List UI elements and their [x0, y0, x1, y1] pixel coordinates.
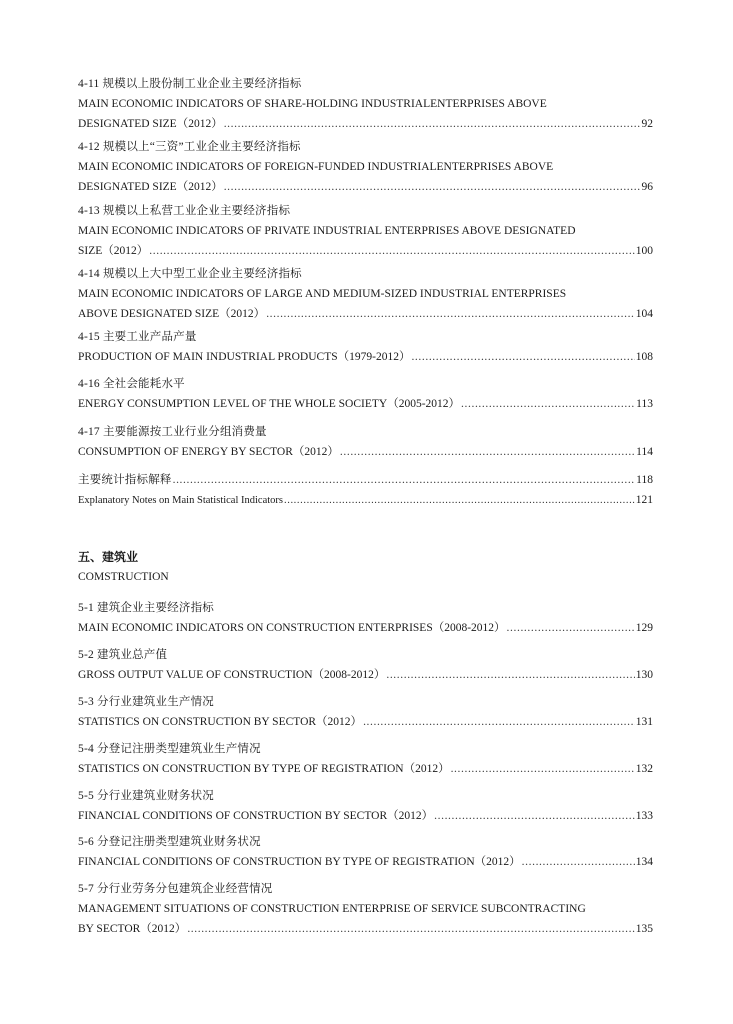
toc-entry-4-11[interactable]	[78, 74, 653, 134]
entry-leader-line	[78, 806, 653, 826]
page-number: 135	[635, 923, 653, 935]
toc-notes	[78, 470, 653, 510]
toc-entry-5-7[interactable]	[78, 879, 653, 939]
toc-entry-4-13[interactable]	[78, 201, 653, 261]
entry-title-en: MAIN ECONOMIC INDICATORS OF PRIVATE INDUSTRIAL ENTERPRISES ABOVE DESIGNATED	[78, 225, 576, 237]
dot-leader	[522, 852, 635, 872]
entry-title-cn: 5-2 建筑业总产值	[78, 649, 168, 661]
entry-title-en-cont: BY SECTOR（2012）	[78, 923, 187, 935]
entry-leader-line	[78, 852, 653, 872]
entry-title-en: PRODUCTION OF MAIN INDUSTRIAL PRODUCTS（1979-2012）	[78, 351, 411, 363]
page-number: 92	[641, 118, 653, 130]
page-number: 114	[636, 446, 653, 458]
dot-leader	[224, 177, 641, 197]
entry-title-en: MAIN ECONOMIC INDICATORS OF LARGE AND MEDIUM-SIZED INDUSTRIAL ENTERPRISES	[78, 288, 567, 300]
entry-title-cn: 4-16 全社会能耗水平	[78, 378, 185, 390]
dot-leader	[340, 442, 635, 462]
page-number: 133	[635, 810, 653, 822]
dot-leader	[173, 470, 636, 490]
entry-title-en: STATISTICS ON CONSTRUCTION BY SECTOR（2012）	[78, 716, 363, 728]
entry-leader-line	[78, 919, 653, 939]
toc-note-en[interactable]	[78, 490, 653, 510]
entry-title-en: FINANCIAL CONDITIONS OF CONSTRUCTION BY SECTOR（2012）	[78, 810, 434, 822]
page-number: 96	[641, 181, 653, 193]
toc-entry-5-5[interactable]	[78, 786, 653, 826]
toc-note-cn[interactable]	[78, 470, 653, 490]
toc-entry-4-17[interactable]	[78, 422, 653, 462]
entry-title-cn: 5-1 建筑企业主要经济指标	[78, 602, 215, 614]
page-number: 100	[635, 245, 653, 257]
dot-leader	[386, 665, 634, 685]
dot-leader	[411, 347, 634, 367]
entry-title-cn: 5-5 分行业建筑业财务状况	[78, 790, 215, 802]
entry-title-cn: 4-11 规模以上股份制工业企业主要经济指标	[78, 78, 302, 90]
dot-leader	[363, 712, 635, 732]
dot-leader	[461, 394, 635, 414]
page-number: 131	[635, 716, 653, 728]
toc-entry-5-6[interactable]	[78, 832, 653, 872]
entry-title-en: MAIN ECONOMIC INDICATORS OF SHARE-HOLDING INDUSTRIALENTERPRISES ABOVE	[78, 98, 547, 110]
entry-leader-line	[78, 304, 653, 324]
entry-title-cn: 4-17 主要能源按工业行业分组消费量	[78, 426, 267, 438]
entry-title-en: STATISTICS ON CONSTRUCTION BY TYPE OF REGISTRATION（2012）	[78, 763, 450, 775]
dot-leader	[266, 304, 635, 324]
entry-title-en: ENERGY CONSUMPTION LEVEL OF THE WHOLE SOCIETY（2005-2012）	[78, 398, 461, 410]
entry-leader-line	[78, 394, 653, 414]
entry-leader-line	[78, 241, 653, 261]
entry-title-en: MAIN ECONOMIC INDICATORS ON CONSTRUCTION ENTERPRISES（2008-2012）	[78, 622, 506, 634]
toc-entry-5-2[interactable]	[78, 645, 653, 685]
entry-leader-line	[78, 712, 653, 732]
page-number: 132	[635, 763, 653, 775]
entry-title-cn: 5-3 分行业建筑业生产情况	[78, 696, 215, 708]
note-title: 主要统计指标解释	[78, 474, 172, 486]
entry-title-cn: 5-7 分行业劳务分包建筑企业经营情况	[78, 883, 273, 895]
toc-entry-4-16[interactable]	[78, 374, 653, 414]
entry-leader-line	[78, 618, 653, 638]
toc-entry-5-1[interactable]	[78, 598, 653, 638]
entry-leader-line	[78, 114, 653, 134]
dot-leader	[284, 491, 635, 510]
entry-title-cn: 5-4 分登记注册类型建筑业生产情况	[78, 743, 261, 755]
entry-title-en-cont: SIZE（2012）	[78, 245, 149, 257]
note-title: Explanatory Notes on Main Statistical Indicators	[78, 495, 283, 506]
toc-entry-5-3[interactable]	[78, 692, 653, 732]
entry-leader-line	[78, 759, 653, 779]
page-number: 108	[635, 351, 653, 363]
toc-entry-5-4[interactable]	[78, 739, 653, 779]
page-number: 104	[635, 308, 653, 320]
section-title-cn: 五、建筑业	[78, 550, 139, 564]
page-number: 134	[635, 856, 653, 868]
page-number: 113	[636, 398, 653, 410]
entry-title-cn: 4-15 主要工业产品产量	[78, 331, 197, 343]
entry-leader-line	[78, 177, 653, 197]
entry-title-cn: 4-12 规模以上“三资”工业企业主要经济指标	[78, 141, 301, 153]
entry-title-cn: 5-6 分登记注册类型建筑业财务状况	[78, 836, 261, 848]
dot-leader	[507, 618, 635, 638]
entry-title-en: FINANCIAL CONDITIONS OF CONSTRUCTION BY TYPE OF REGISTRATION（2012）	[78, 856, 521, 868]
dot-leader	[434, 806, 635, 826]
page-number: 130	[635, 669, 653, 681]
entry-title-en: GROSS OUTPUT VALUE OF CONSTRUCTION（2008-2012）	[78, 669, 386, 681]
toc-entry-4-15[interactable]	[78, 327, 653, 367]
entry-leader-line	[78, 347, 653, 367]
page-number: 121	[635, 494, 653, 506]
section-title-en: COMSTRUCTION	[78, 571, 169, 583]
dot-leader	[451, 759, 635, 779]
entry-title-en: MANAGEMENT SITUATIONS OF CONSTRUCTION ENTERPRISE OF SERVICE SUBCONTRACTING	[78, 903, 586, 915]
section-heading	[78, 547, 653, 587]
entry-leader-line	[78, 665, 653, 685]
entry-title-en: MAIN ECONOMIC INDICATORS OF FOREIGN-FUNDED INDUSTRIALENTERPRISES ABOVE	[78, 161, 554, 173]
entry-title-cn: 4-14 规模以上大中型工业企业主要经济指标	[78, 268, 302, 280]
entry-title-en-cont: ABOVE DESIGNATED SIZE（2012）	[78, 308, 266, 320]
page-number: 118	[636, 474, 653, 486]
page-number: 129	[635, 622, 653, 634]
dot-leader	[187, 919, 634, 939]
dot-leader	[224, 114, 641, 134]
entry-leader-line	[78, 442, 653, 462]
toc-entry-4-14[interactable]	[78, 264, 653, 324]
dot-leader	[149, 241, 634, 261]
entry-title-en: CONSUMPTION OF ENERGY BY SECTOR（2012）	[78, 446, 339, 458]
entry-title-cn: 4-13 规模以上私营工业企业主要经济指标	[78, 205, 291, 217]
toc-entry-4-12[interactable]	[78, 137, 653, 197]
entry-title-en-cont: DESIGNATED SIZE（2012）	[78, 181, 223, 193]
entry-title-en-cont: DESIGNATED SIZE（2012）	[78, 118, 223, 130]
